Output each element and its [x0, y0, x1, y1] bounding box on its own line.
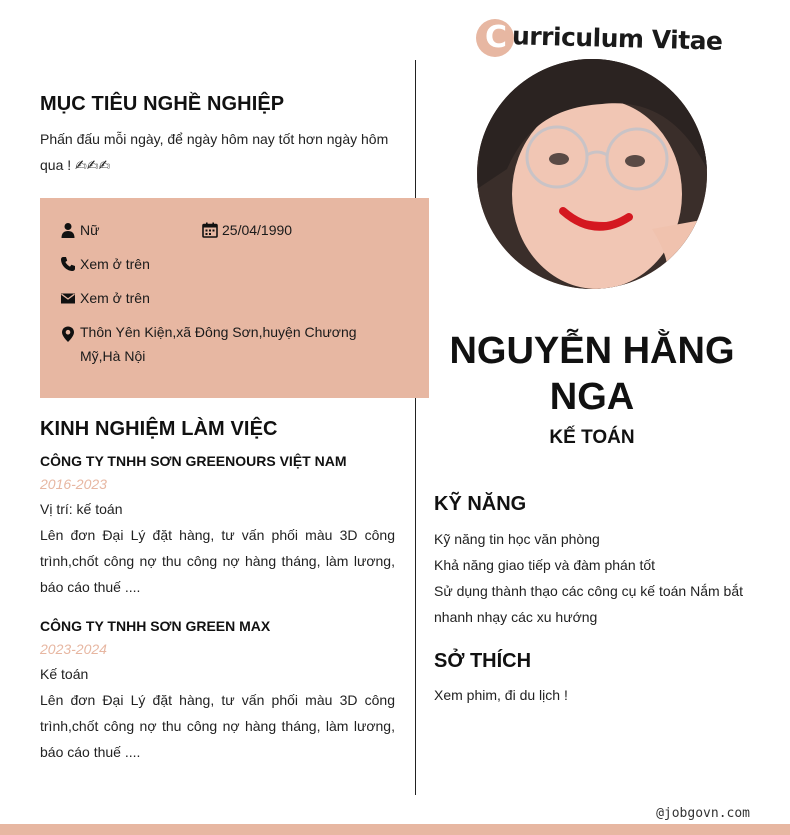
period-2: 2023-2024 [40, 641, 107, 657]
email-row [60, 286, 150, 310]
experience-title: KINH NGHIỆM LÀM VIỆC [40, 418, 278, 440]
company-name-1: CÔNG TY TNHH SƠN GREENOURS VIỆT NAM [40, 453, 347, 469]
skill-item: Sử dụng thành thạo các công cụ kế toán Nắm bắt nhanh nhạy các xu hướng [434, 583, 744, 625]
address-value: Thôn Yên Kiện,xã Đông Sơn,huyện Chương Mỹ,Hà Nội [80, 324, 357, 364]
skill-item: Kỹ năng tin học văn phòng [434, 531, 600, 547]
dob-row [202, 218, 292, 242]
address-row [60, 320, 400, 368]
skill-item: Khả năng giao tiếp và đàm phán tốt [434, 557, 656, 573]
phone-value: Xem ở trên [80, 256, 150, 272]
dob-value: 25/04/1990 [222, 222, 293, 238]
job-title: KẾ TOÁN [549, 427, 635, 448]
column-divider [415, 60, 416, 795]
gender-row [60, 218, 99, 242]
logo-text: urriculum Vitae [511, 20, 723, 56]
company-name-2: CÔNG TY TNHH SƠN GREEN MAX [40, 618, 271, 634]
envelope-icon [60, 290, 76, 306]
position-2: Kế toán [40, 666, 89, 682]
hobbies-text: Xem phim, đi du lịch ! [434, 687, 568, 703]
logo-initial: C [484, 20, 508, 55]
logo-circle [476, 19, 514, 57]
person-icon [60, 222, 76, 238]
personal-info-box [40, 198, 429, 398]
portrait-illustration [477, 59, 707, 289]
objective-text: Phấn đấu mỗi ngày, để ngày hôm nay tốt hơn ngày hôm qua ! ✍✍✍ [40, 131, 389, 173]
description-2: Lên đơn Đại Lý đặt hàng, tư vấn phối màu 3D công trình,chốt công nợ thu công nợ hàng tháng, làm lương, báo cáo thuế .... [40, 692, 395, 760]
email-value: Xem ở trên [80, 290, 150, 306]
calendar-icon [202, 222, 218, 238]
full-name: NGUYỄN HẰNG NGA [449, 330, 735, 418]
period-1: 2016-2023 [40, 476, 107, 492]
description-1: Lên đơn Đại Lý đặt hàng, tư vấn phối màu 3D công trình,chốt công nợ thu công nợ hàng tháng, làm lương, báo cáo thuế .... [40, 527, 395, 595]
objective-title: MỤC TIÊU NGHỀ NGHIỆP [40, 93, 285, 115]
hobbies-title: SỞ THÍCH [434, 650, 532, 672]
bottom-bar [0, 824, 790, 835]
skills-title: KỸ NĂNG [434, 493, 527, 515]
phone-row [60, 252, 150, 276]
cv-logo [476, 16, 723, 60]
gender-value: Nữ [80, 222, 100, 238]
location-pin-icon [60, 324, 76, 344]
watermark: @jobgovn.com [656, 806, 750, 821]
phone-icon [60, 256, 76, 272]
position-1: Vị trí: kế toán [40, 501, 123, 517]
profile-photo [477, 59, 707, 289]
